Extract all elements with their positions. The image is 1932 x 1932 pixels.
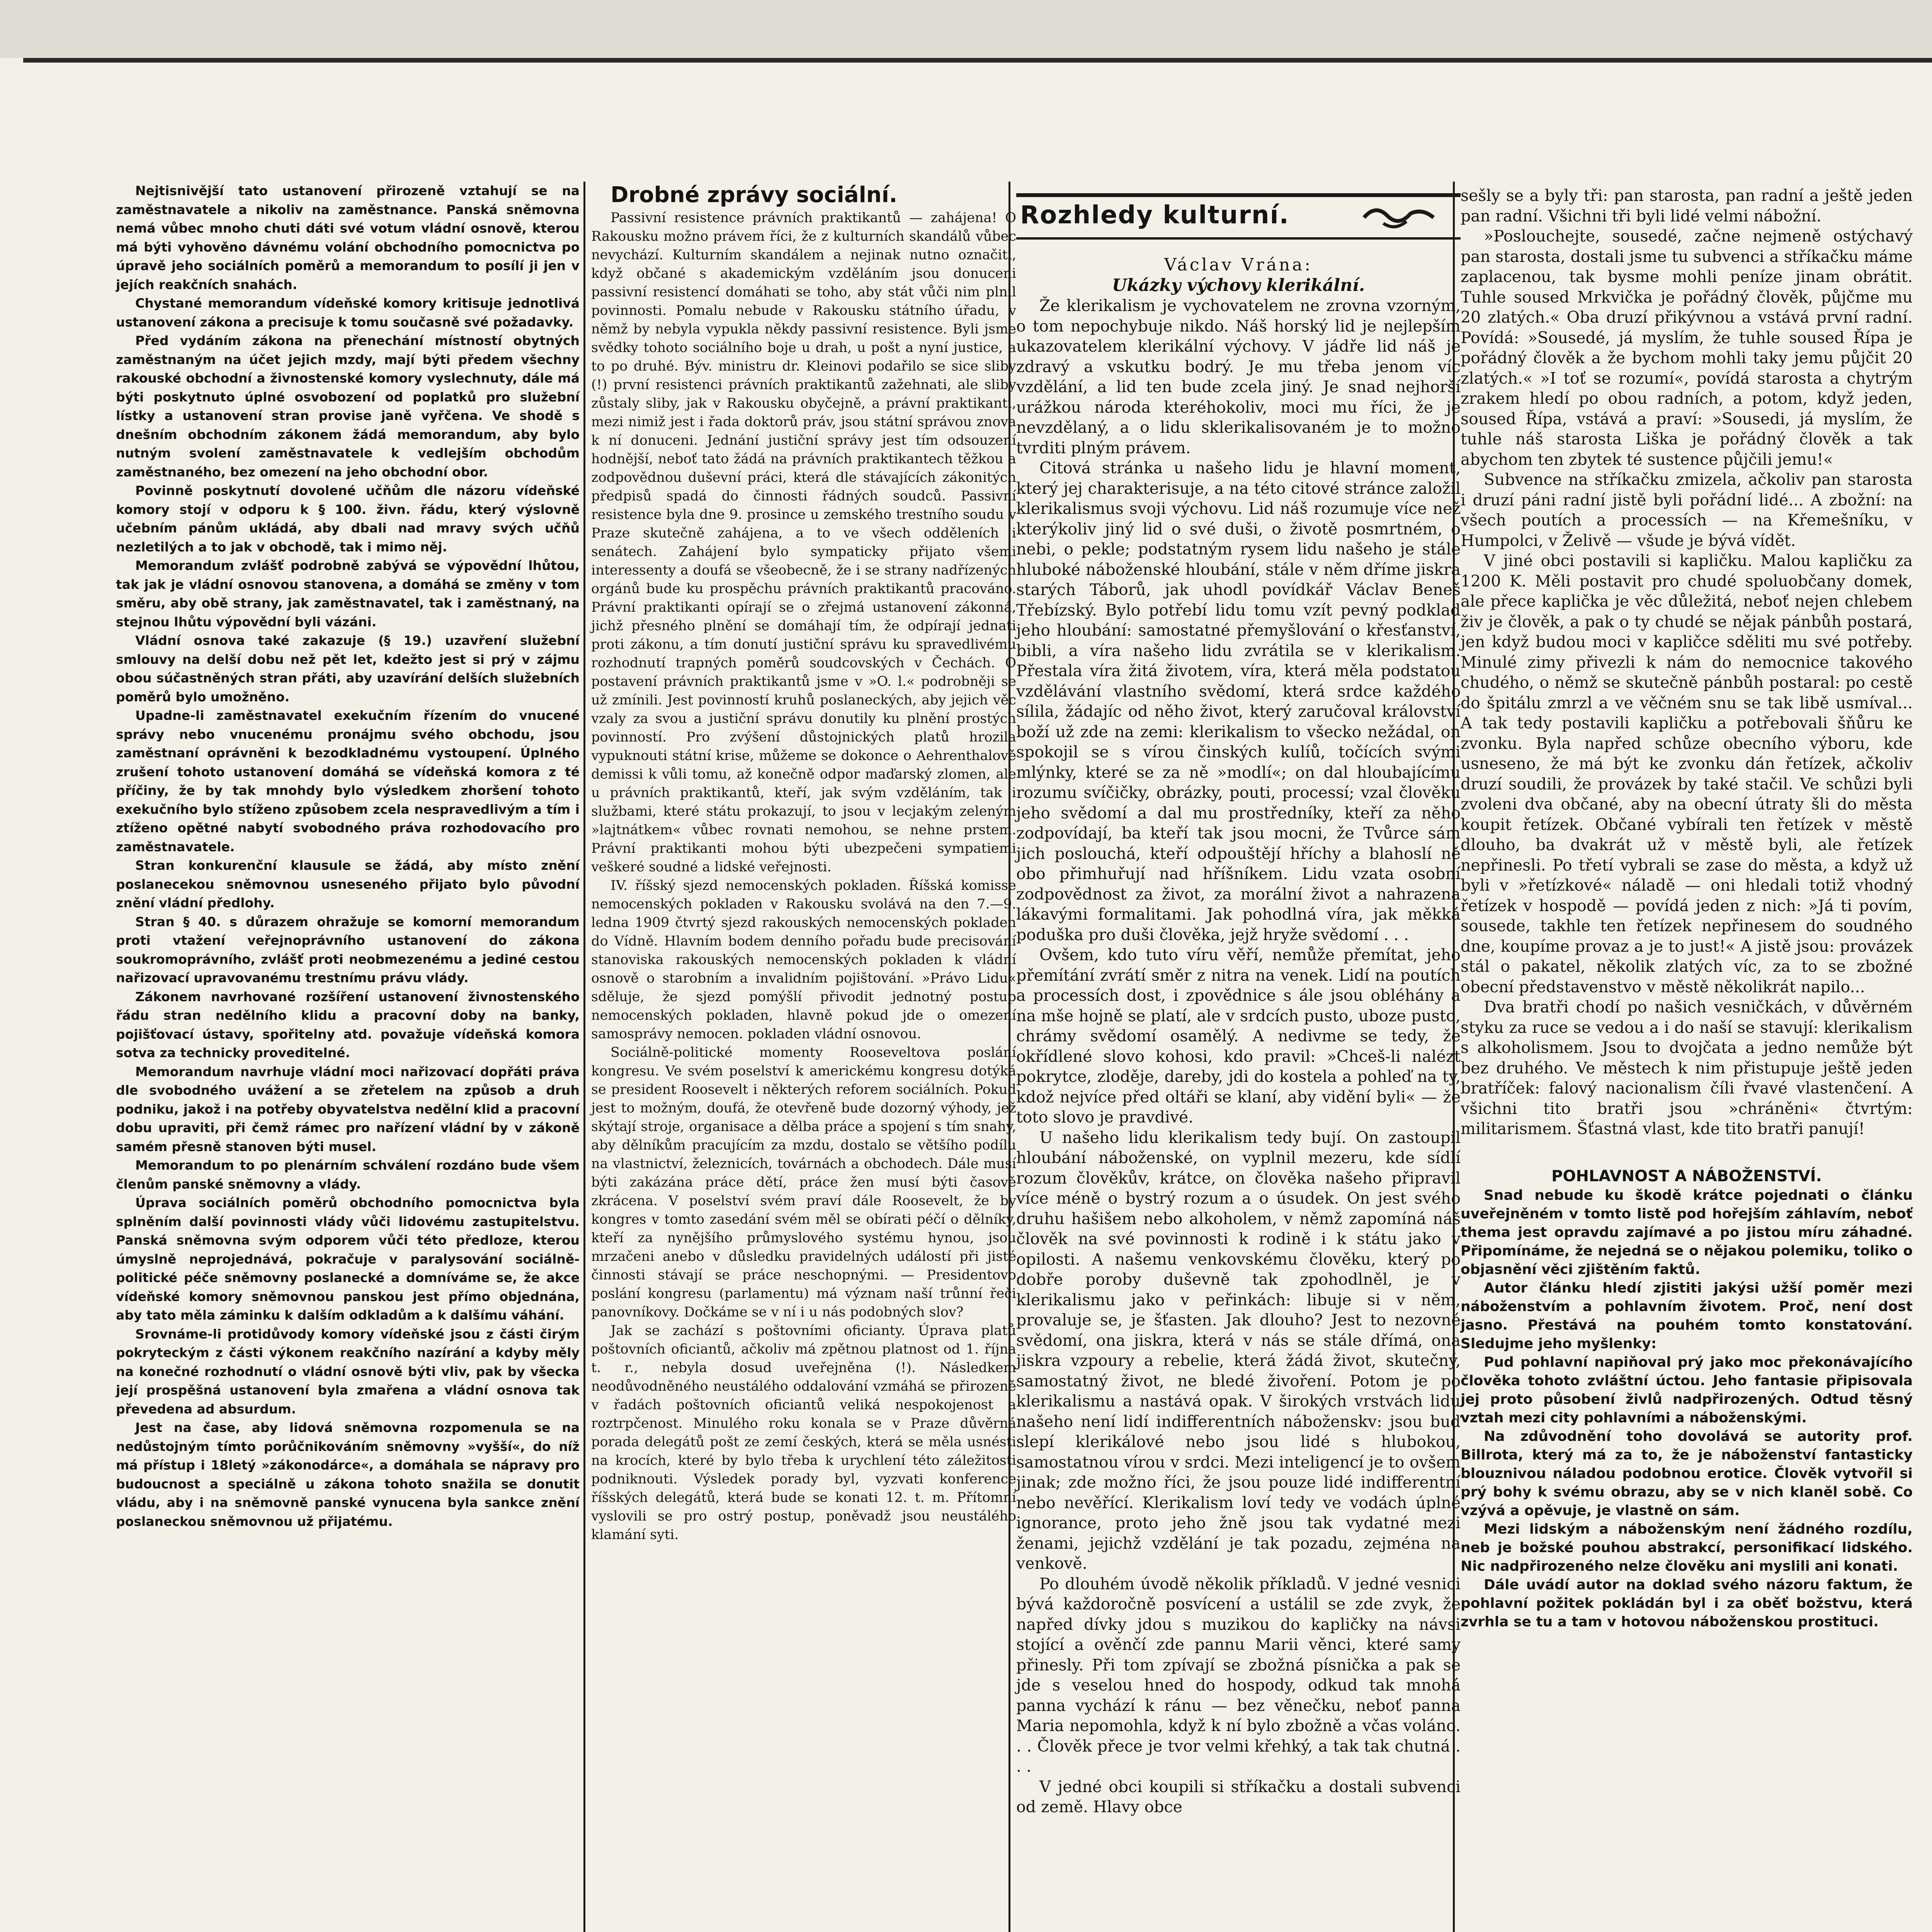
article-byline: Václav Vrána: bbox=[1164, 255, 1313, 275]
ornament-icon bbox=[1360, 196, 1437, 235]
article-paragraph: Jest na čase, aby lidová sněmovna rozpomenula se na nedůstojným tímto porůčnikováním sněmovny »vyšší«, do níž má přístup i 18letý »zákonodárce«, a domáhala se nápravy pro budoucnost a speciálně u zákona tohoto snažila se donutit vládu, aby i na sněmovně panské vynucena byla sankce znění poslaneckou sněmovnou už přijatému. bbox=[116, 1420, 580, 1529]
article-paragraph: V jiné obci postavili si kapličku. Malou kapličku za 1200 K. Měli postavit pro chudé spoluobčany domek, ale přece kaplička je věc důležitá, neboť nejen chlebem živ je člověk, a pak o ty chudé se nějak pánbůh postará, jen když budou moci v kapličce sděliti mu své potřeby. Minulé zimy přivezli k nám do nemocnice takového chudého, o němž se skutečně pánbůh postaral: po cestě do špitálu zmrzl a ve věčném snu se tak libě usmíval... A tak tedy postavili kapličku a potřebovali šňůru ke zvonku. Byla napřed schůze obecního výboru, kde usneseno, že má být ke zvonku dán řetízek, ačkoliv druzí soudili, že provázek by také stačil. Ve schůzi byli zvoleni dva občané, aby na obecní útraty šli do města koupit řetízek. Občané vybírali ten řetízek v městě dlouho, ba dvakrát už v městě byli, ale řetízek nepřinesli. Po třetí vybrali se zase do města, a když už byli v »řetízkové« náladě — oni hledali totiž vhodný řetízek v hospodě — povídá jeden z nich: »Já ti povím, sousede, takhle ten řetízek nepřinesem do soudného dne, koupíme provaz a je to just!« A jistě jsou: provázek stál o pakatel, několik zlatých víc, za to se zbožné obecní představenstvo v městě několikrát napilo... bbox=[1461, 551, 1913, 996]
article-paragraph: Memorandum zvlášť podrobně zabývá se výpovědní lhůtou, tak jak je vládní osnovou stanovena, a domáhá se změny v tom směru, aby obě strany, jak zaměstnavatel, tak i zaměstnaný, na stejnou lhůtu výpovědní byli vázáni. bbox=[116, 558, 580, 629]
news-item: Jak se zachází s poštovními oficianty. Úprava platů poštovních oficiantů, ačkoliv má zpětnou platnost od 1. října t. r., nebyla dosud uveřejněna (!). Následkem neodůvodněného neustálého oddalování vzmáhá se přirozeně v řadách poštovních oficiantů veliká nespokojenost a roztrpčenost. Minulého roku konala se v Praze důvěrná porada delegátů pošt ze zemí českých, která se měla usnésti na krocích, které by bylo třeba k urychlení této záležitosti podniknouti. Výsledek porady byl, vyzvati konference říšských delegátů, která bude se konati 12. t. m. Přítomní vyslovili se pro ostrý postup, poněvadž jsou neustálého klamání syti. bbox=[591, 1323, 1016, 1543]
article-paragraph: Autor článku hledí zjistiti jakýsi užší poměr mezi náboženstvím a pohlavním životem. Proč, není dost jasno. Přestává na pouhém tomto konstatování. Sledujme jeho myšlenky: bbox=[1461, 1280, 1913, 1352]
section-heading-social-news: Drobné zprávy sociální. bbox=[611, 182, 898, 207]
news-item: IV. říšský sjezd nemocenských pokladen. Říšská komisse nemocenských pokladen v Rakousku svolává na den 7.—9. ledna 1909 čtvrtý sjezd rakouských nemocenských pokladen do Vídně. Hlavním bodem denního pořadu bude precisování stanoviska rakouských nemocenských pokladen k vládní osnově o starobním a invalidním pojištování. »Právo Lidu« sděluje, že sjezd pomýšlí přivodit jednotný postup nemocenských pokladen, hlavně pokud jde o omezení samosprávy nemocen. pokladen vládní osnovou. bbox=[591, 878, 1016, 1042]
news-item: Sociálně-politické momenty Rooseveltova poslání kongresu. Ve svém poselství k americkému kongresu dotýká se president Roosevelt i některých reforem sociálních. Pokud jest to možným, doufá, že otevřeně bude dozorný výhody, jež skýtají stroje, organisace a dělba práce a spojení s tím snahy, aby dělníkům pracujícím za mzdu, dostalo se většího podílu na vlastnictví, železnicích, továrnách a obchodech. Dále musí býti zakázána práce dětí, práce žen musí býti časově zkrácena. V poselství svém praví dále Roosevelt, že by kongres v tomto zasedání svém měl se obírati péčí o dělníky, kteří za nynějšího průmyslového systému hynou, jsou mrzačeni anebo v důsledku pravidelných událostí při jisté činnosti stávají se práce neschopnými. — Presidentovo poslání kongresu (parlamentu) má význam naší trůnní řeči panovníkovy. Dočkáme se v ní i u nás podobných slov? bbox=[591, 1045, 1016, 1320]
column-2-social-news bbox=[591, 182, 1016, 1544]
article-paragraph: Citová stránka u našeho lidu je hlavní moment, který jej charakterisuje, a na této citové stránce založil klerikalismus svoji výchovu. Lid náš rozumuje více než kterýkoliv jiný lid o své duši, o životě posmrtném, o nebi, o pekle; podstatným rysem lidu našeho je stále hluboké náboženské hloubání, stále v něm dříme jiskra starých Táborů, jak uhodl povídkář Václav Beneš Třebízský. Bylo potřebí lidu tomu vzít pevný podklad jeho hloubání: samostatné přemyšlování o křesťanství, bibli, a víra našeho lidu zvrátila se v klerikalism. Přestala víra žitá životem, víra, která měla podstatou vzdělávání vlastního svědomí, která srdce každého sílila, žádajíc od něho život, který zaručoval království boží už zde na zemi: klerikalism to všecko nežádal, on spokojil se s vírou činských kulíů, točících svými mlýnky, které se za ně »modlí«; on dal hloubajícímu rozumu svíčičky, obrázky, pouti, processí; vzal člověku jeho svědomí a dal mu prostředníky, kteří za něho zodpovídají, ba kteří tak jsou mocni, že Tvůrce sám jich poslouchá, kteří odpouštějí hříchy a blahoslí ně obo přimhuřují nad hříšníkem. Lidu vzata osobní zodpovědnost za život, za morální život a nahrazena lákavými formalitami. Jak pohodlná víra, jak měkká poduška pro duši člověka, jejž hryže svědomí . . . bbox=[1016, 459, 1461, 944]
article-paragraph: Chystané memorandum vídeňské komory kritisuje jednotlivá ustanovení zákona a precisuje k tomu současně své požadavky. bbox=[116, 296, 580, 330]
page-top-edge bbox=[0, 0, 1932, 58]
article-paragraph: Ovšem, kdo tuto víru věří, nemůže přemítat, jeho přemítání zvrátí směr z nitra na venek. Lidí na poutích a processích dost, i zpovědnice s ále jsou obléhány a na mše hojně se platí, ale v srdcích pusto, uboze pusto, chrámy svědomí osamělý. A nedivme se tedy, že okřídlené slovo kohosi, kdo pravil: »Chceš-li nalézt pokrytce, zloděje, dareby, jdi do kostela a pohleď na ty, kdož nejvíce před oltáři se klaní, aby vidění byli« — že toto slovo je pravdivé. bbox=[1016, 946, 1461, 1126]
column-1-article bbox=[116, 182, 580, 1531]
article-paragraph: Subvence na stříkačku zmizela, ačkoliv pan starosta i druzí páni radní jistě byli pořádní lidé... A zbožní: na všech poutích a processích — na Křemešníku, v Humpolci, v Želivě — všude je bývá vídět. bbox=[1461, 470, 1913, 550]
article-paragraph: Mezi lidským a náboženským není žádného rozdílu, neb je božské pouhou abstrakcí, personifikací lidského. Nic nadpřirozeného nelze člověku ani myslili ani konati. bbox=[1461, 1521, 1913, 1574]
news-item: Passivní resistence právních praktikantů — zahájena! O Rakousku možno právem říci, že z kulturních skandálů vůbec nevychází. Kulturním skandálem a nejinak nutno označiti, když občané s akademickým vzděláním jsou donuceni passivní resistencí domáhati se toho, aby stát vůči nim plnil povinnosti. Pomalu nebude v Rakousku státního úřadu, v němž by nebyla vypukla někdy passivní resistence. Byli jsme svědky tohoto sociálního boje u drah, u pošt a nyní justice, a to po druhé. Býv. ministru dr. Kleinovi podařilo se sice sliby (!) první resistenci právních praktikantů zažehnati, ale sliby zůstaly sliby, jak v Rakousku obyčejně, a právní praktikanti, mezi nimiž jest i řada doktorů práv, jsou státní správou znova k ní donuceni. Jednání justiční správy jest tím odsouzení hodnější, neboť tato žádá na právních praktikantech těžkou a zodpovědnou duševní práci, která dle stávajících zákonitých předpisů spadá do činnosti řádných soudců. Passivní resistence byla dne 9. prosince u zemského trestního soudu v Praze skutečně zahájena, a to ve všech odděleních i senátech. Zahájení bylo sympaticky přijato všemi interessenty a doufá se všeobecně, že i se strany nadřízených orgánů bude ku prospěchu právních praktikantů pracováno. Právní praktikanti opírají se o zřejmá ustanovení zákonná, jichž přesného plnění se domáhají tím, že odpírají jednati proti zákonu, a tím donutí justiční správu ku spravedlivému rozhodnutí trapných poměrů soudcovských v Čechách. O postavení právních praktikantů jsme v »O. l.« podrobněji se už zmínili. Jest povinností kruhů poslaneckých, aby jejich věc vzaly za svou a justiční správu donutily ku plnění prostých povinností. Pro zvýšení důstojnických platů hrozila vypuknouti státní krise, můžeme se dokonce o Aehrenthalově demissi k vůli tomu, až konečně odpor maďarský zlomen, ale u právních praktikantů, kteří, jak svým vzděláním, tak i službami, které státu prokazují, to jsou v lecjakým zeleným »lajtnátkem« vůbec rovnati nemohou, se nehne prstem. Právní praktikanti mohou býti ubezpečeni sympatiemi veškeré soudné a lidské veřejnosti. bbox=[591, 210, 1016, 875]
article-paragraph: Stran konkurenční klausule se žádá, aby místo znění poslanecekou sněmovnou usneseného přijato bylo původní znění vládní předlohy. bbox=[116, 858, 580, 910]
article-paragraph: V jedné obci koupili si stříkačku a dostali subvenci od země. Hlavy obce bbox=[1016, 1777, 1461, 1816]
article-paragraph: Dále uvádí autor na doklad svého názoru faktum, že pohlavní požitek pokládán byl i za oběť božstvu, která zvrhla se tu a tam v hotovou náboženskou prostituci. bbox=[1461, 1577, 1913, 1630]
article-paragraph: Dva bratři chodí po našich vesničkách, v důvěrném styku za ruce se vedou a i do naší se stavují: klerikalism s alkoholismem. Jsou to dvojčata a jedno nemůže být bez druhého. Ve městech k nim přistupuje ještě jeden bratříček: falový nacionalism číli řvavé vlastenčení. A všichni tito bratři jsou »chráněni« čtvrtým: militarismem. Šťastná vlast, kde tito bratři panují! bbox=[1461, 998, 1913, 1138]
article-paragraph: sešly se a byly tři: pan starosta, pan radní a ještě jeden pan radní. Všichni tři byli lidé velmi nábožní. bbox=[1461, 186, 1913, 225]
article-paragraph: Po dlouhém úvodě několik příkladů. V jedné vesnici bývá každoročně posvícení a ustálil se zde zvyk, že napřed dívky jdou s muzikou do kapličky na návsi stojící a ověnčí zde pannu Marii věnci, které samy přinesly. Při tom zpívají se zbožná písnička a pak se jde s veselou hned do hospody, odkud tak mnohá panna vychází k ránu — bez věnečku, neboť panna Maria nepomohla, když k ní bylo zbožně a včas voláno. . . Člověk přece je tvor velmi křehký, a tak tak chutná . . . bbox=[1016, 1574, 1461, 1776]
article-paragraph: Memorandum to po plenárním schválení rozdáno bude všem členům panské sněmovny a vlády. bbox=[116, 1158, 580, 1192]
article-paragraph: Zákonem navrhované rozšíření ustanovení živnostenského řádu stran nedělního klidu a pracovní doby na banky, pojišťovací ústavy, spořitelny atd. považuje vídeňská komora sotva za technicky proveditelné. bbox=[116, 989, 580, 1060]
article-paragraph: Na zdůvodnění toho dovolává se autority prof. Billrota, který má za to, že je náboženství fantasticky blouznivou náladou podobnou erotice. Člověk vytvořil si prý bohy k svému obrazu, aby se v nich klaněl sobě. Co vzývá a opěvuje, je vlastně on sám. bbox=[1461, 1429, 1913, 1519]
article-subtitle: Ukázky výchovy klerikální. bbox=[1112, 275, 1365, 295]
masthead-rule bbox=[23, 58, 1932, 63]
article-paragraph: Memorandum navrhuje vládní moci nařizovací dopřáti práva dle svobodného uvážení a se zřetelem na způsob a druh podniku, jakož i na potřeby obyvatelstva nedělní klid a pracovní dobu upraviti, při čemž rámec pro nařízení vládní by v zákoně samém přesně stanoven býti musel. bbox=[116, 1064, 580, 1154]
article-title-sexuality-religion: POHLAVNOST A NÁBOŽENSTVÍ. bbox=[1551, 1167, 1822, 1185]
article-paragraph: Stran § 40. s důrazem ohražuje se komorní memorandum proti vtažení veřejnoprávního ustanovení do zákona soukromoprávního, zvlášť proti neobmezenému a jediné cestou nařizovací upravovanému trestnímu právu vlády. bbox=[116, 914, 580, 985]
article-paragraph: Srovnáme-li protidůvody komory vídeňské jsou z části čirým pokryteckým z části výkonem reakčního nazírání a kdyby měly na konečné rozhodnutí o vládní osnově býti vliv, pak by všecka její prospěšná ustanovení byla zmařena a vládní osnova tak převedena ad absurdum. bbox=[116, 1326, 580, 1417]
column-3-culture-article bbox=[1016, 255, 1461, 1817]
article-paragraph: Povinně poskytnutí dovolené učňům dle názoru vídeňské komory stojí v odporu k § 100. živn. řádu, který výslovně učebním pánům ukládá, aby dbali nad mravy svých učňů nezletilých a to jak v obchodě, tak i mimo něj. bbox=[116, 483, 580, 554]
article-paragraph: Úprava sociálních poměrů obchodního pomocnictva byla splněním další povinnosti vlády vůči lidovému zastupitelstvu. Panská sněmovna svým odporem vůči této předloze, kterou úmyslně neprojednává, pokračuje v paralysování sociálně-politické péče sněmovny poslanecké a domníváme se, že akce vídeňské komory sněmovnou panskou jest přímo objednána, aby tato měla záminku k dalším odkladům a k dalšímu váhání. bbox=[116, 1195, 580, 1323]
article-paragraph: Pud pohlavní napiňoval prý jako moc překonávajícího člověka tohoto zvláštní úctou. Jeho fantasie připisovala jej proto působení živlů nadpřirozených. Odtud těsný vztah mezi city pohlavními a náboženskými. bbox=[1461, 1354, 1913, 1426]
article-paragraph: Snad nebude ku škodě krátce pojednati o článku uveřejněném v tomto listě pod hořejším záhlavím, neboť thema jest opravdu zajímavé a po jistou míru záhadné. Připomínáme, že nejedná se o nějakou polemiku, toliko o objasnění věci zjištěním faktů. bbox=[1461, 1187, 1913, 1277]
article-paragraph: Vládní osnova také zakazuje (§ 19.) uzavření služební smlouvy na delší dobu než pět let, kdežto jest si prý v zájmu obou súčastněných stran přáti, aby uzavírání delších služebních poměrů bylo umožněno. bbox=[116, 633, 580, 704]
article-paragraph: Upadne-li zaměstnavatel exekučním řízením do vnucené správy nebo vnucenému pronájmu svého obchodu, jsou zaměstnaní oprávněni k bezodkladnému vystoupení. Úplného zrušení tohoto ustanovení domáhá se vídeňská komora z té příčiny, že by tak mnohdy bylo výsledkem zhoršení tohoto exekučního bylo stíženo způsobem zcela nespravedlivým a tím i ztíženo opětné nabytí svobodného práva rozhodovacího pro zaměstnavatele. bbox=[116, 708, 580, 854]
column-4-culture-continued bbox=[1461, 185, 1913, 1631]
article-paragraph: Před vydáním zákona na přenechání místností obytných zaměstnaným na účet jejich mzdy, mají býti předem všechny rakouské obchodní a živnostenské komory vyslechnuty, dále má býti poskytnuto úplné osvobození od poplatků pro služební lístky a ustanovení stran provise janě vyřčena. Ve shodě s dnešním obchodním zákonem žádá memorandum, aby bylo nutným svolení zaměstnavatele k vedlejším obchodům zaměstnaného, bez omezení na jeho obchodní obor. bbox=[116, 333, 580, 480]
article-paragraph: »Posloucheјte, sousedé, začne nejmeně ostýchavý pan starosta, dostali jsme tu subvenci a stříkačku máme zaplacenou, tak bysme mohli peníze jinam obrátit. Tuhle soused Mrkvička je pořádný člověk, půjčme mu 20 zlatých.« Oba druzí přikývnou a vstává první radní. Povídá: »Sousedé, já myslím, že tuhle soused Řípa je pořádný člověk a že bychom mohli taky jemu půjčit 20 zlatých.« »I toť se rozumí«, povídá starosta a chytrým zrakem hledí po obou radních, a potom, když jeden, soused Řípa, vstává a praví: »Sousedi, já myslím, že tuhle náš starosta Liška je pořádný člověk a tak abychom ten zbytek té sustence půjčili jemu!« bbox=[1461, 227, 1913, 469]
column-rule bbox=[583, 182, 585, 1932]
article-paragraph: Že klerikalism je vychovatelem ne zrovna vzorným, o tom nepochybuje nikdo. Náš horský lid je nejlepším ukazovatelem klerikální výchovy. V jádře lid náš je zdravý a vskutku bodrý. Je mu třeba jenom víc vzdělání, a lid ten bude zcela jiný. Je snad nejhorší urážkou národa kteréhokoliv, moci mu říci, že je nevzdělaný, a o lidu sklerikalisovaném je to možno tvrditi plným právem. bbox=[1016, 296, 1461, 457]
section-title-culture: Rozhledy kulturní. bbox=[1020, 201, 1289, 230]
article-paragraph: Nejtisnivější tato ustanovení přirozeně vztahují se na zaměstnavatele a nikoliv na zaměstnance. Panská sněmovna nemá vůbec mnoho chuti dáti své votum vládní osnově, kterou má býti vyhověno dávnému volání obchodního pomocnictva po úpravě jeho sociálních poměrů a memorandum to posílí ji jen v jejích reakčních snahách. bbox=[116, 183, 580, 292]
article-paragraph: U našeho lidu klerikalism tedy bují. On zastoupil hloubání náboženské, on vyplnil mezeru, kde sídlí rozum člověkův, krátce, on člověka našeho připravil více méně o bystrý rozum a o úsudek. On jest svého druhu hašišem nebo alkoholem, v němž zapomíná náš člověk na své povinnosti k rodině i k státu jako v opilosti. A našemu venkovskému člověku, který po dobře poroby duševně tak zpohodlněl, je v klerikalismu jako v peřinkách: libuje si v něm, provaluje se, je šťasten. Jak dlouho? Jest to nezovné svědomí, ona jiskra, která v nás se stále dřímá, ona jiskra vzpoury a rebelie, která žádá život, skutečný, samostatný život, ne bledé živoření. Potom je po klerikalismu a nastává opak. V širokých vrstvách lidu našeho není lidí indifferentních náboženskv: jsou buď slepí klerikálové nebo jsou lidé s hlubokou, samostatnou vírou v srdci. Mezi inteligencí je to ovšem jinak; zde možno říci, že jsou pouze lidé indifferentní nebo nevěřící. Klerikalism loví tedy ve vodách úplné ignorance, proto jeho žně jsou tak vydatné mezi ženami, jejichž vzdělání je tak pozadu, zejména na venkově. bbox=[1016, 1128, 1461, 1573]
